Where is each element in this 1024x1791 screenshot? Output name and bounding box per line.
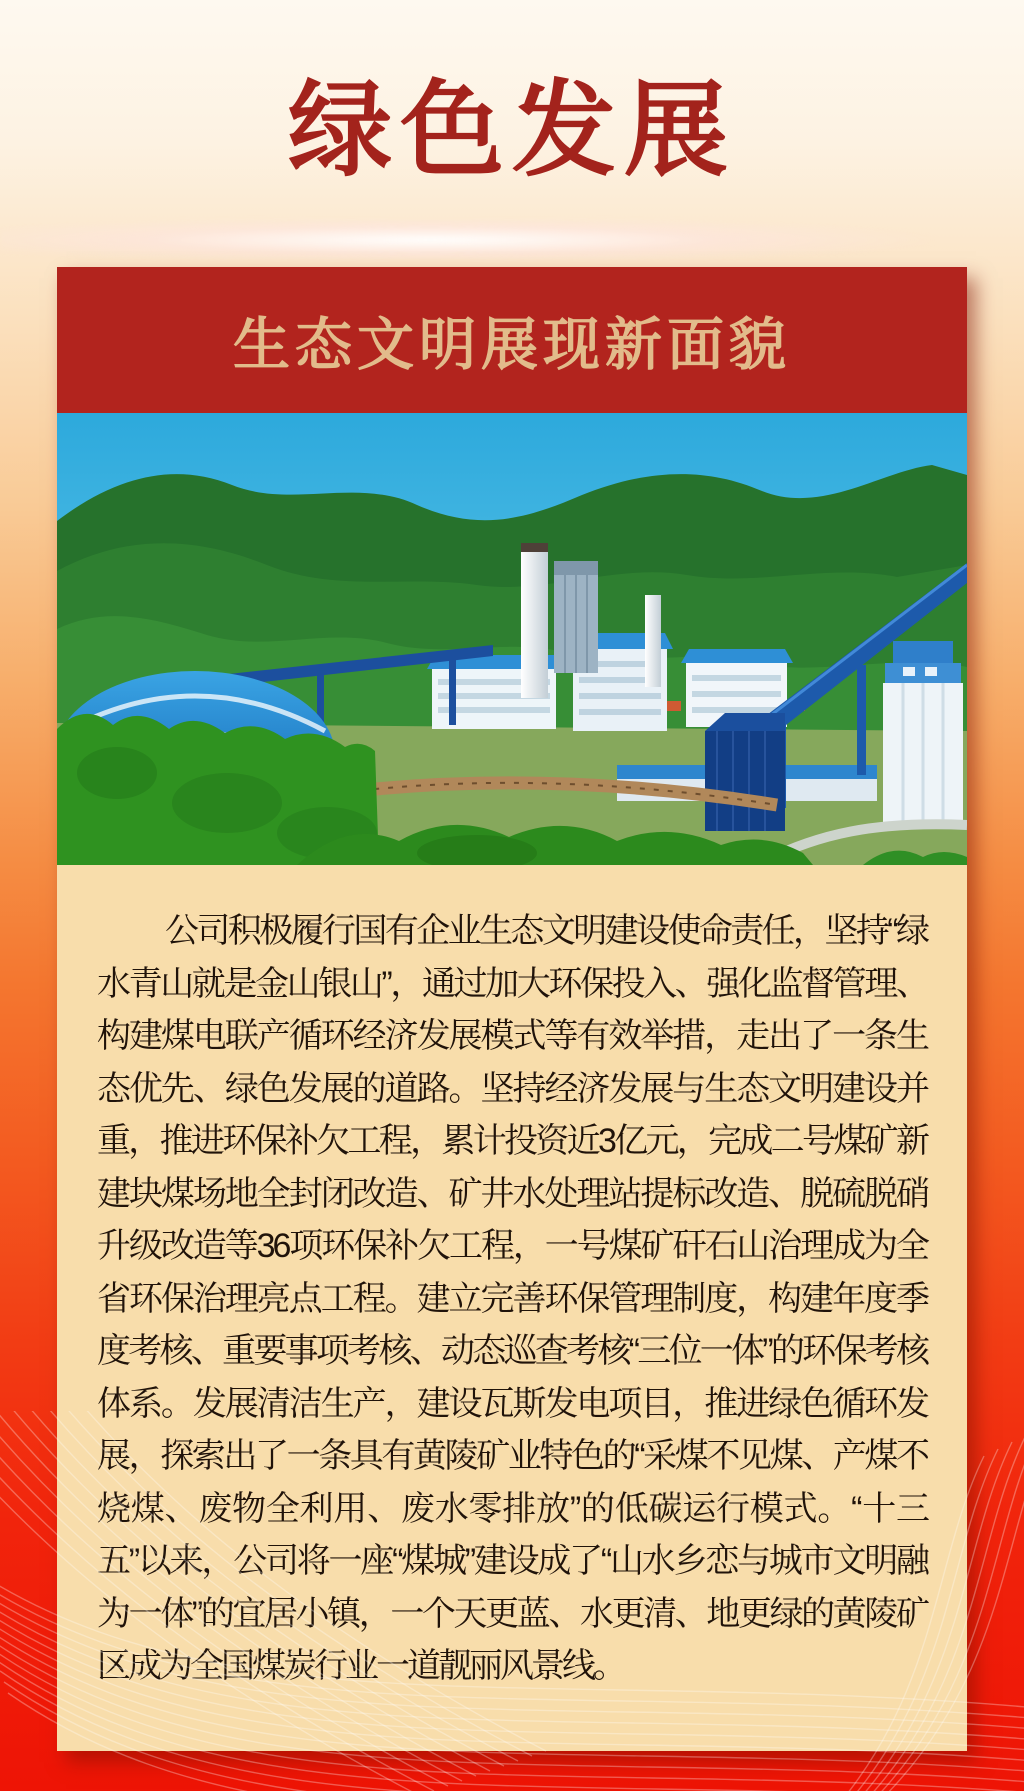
facility-photo xyxy=(57,413,967,865)
light-streak-decoration xyxy=(0,220,1024,260)
page-title: 绿色发展 xyxy=(287,73,736,189)
section-banner xyxy=(57,267,967,413)
article-paragraph: 公司积极履行国有企业生态文明建设使命责任，坚持“绿水青山就是金山银山”，通过加大环保投入、强化监督管理、构建煤电联产循环经济发展模式等有效举措，走出了一条生态优先、绿色发展的道路。坚持经济发展与生态文明建设并重，推进环保补欠工程，累计投资近3亿元，完成二号煤矿新建块煤场地全封闭改造、矿井水处理站提标改造、脱硫脱硝升级改造等36项环保补欠工程，一号煤矿矸石山治理成为全省环保治理亮点工程。建立完善环保管理制度，构建年度季度考核、重要事项考核、动态巡查考核“三位一体”的环保考核体系。发展清洁生产，建设瓦斯发电项目，推进绿色循环发展，探索出了一条具有黄陵矿业特色的“采煤不见煤、产煤不烧煤、废物全利用、废水零排放”的低碳运行模式。“十三五”以来，公司将一座“煤城”建设成了“山水乡恋与城市文明融为一体”的宜居小镇，一个天更蓝、水更清、地更绿的黄陵矿区成为全国煤炭行业一道靓丽风景线。 xyxy=(97,912,927,1685)
section-banner-title: 生态文明展现新面貌 xyxy=(233,313,791,377)
content-card xyxy=(57,267,967,1751)
article-panel xyxy=(57,865,967,1751)
